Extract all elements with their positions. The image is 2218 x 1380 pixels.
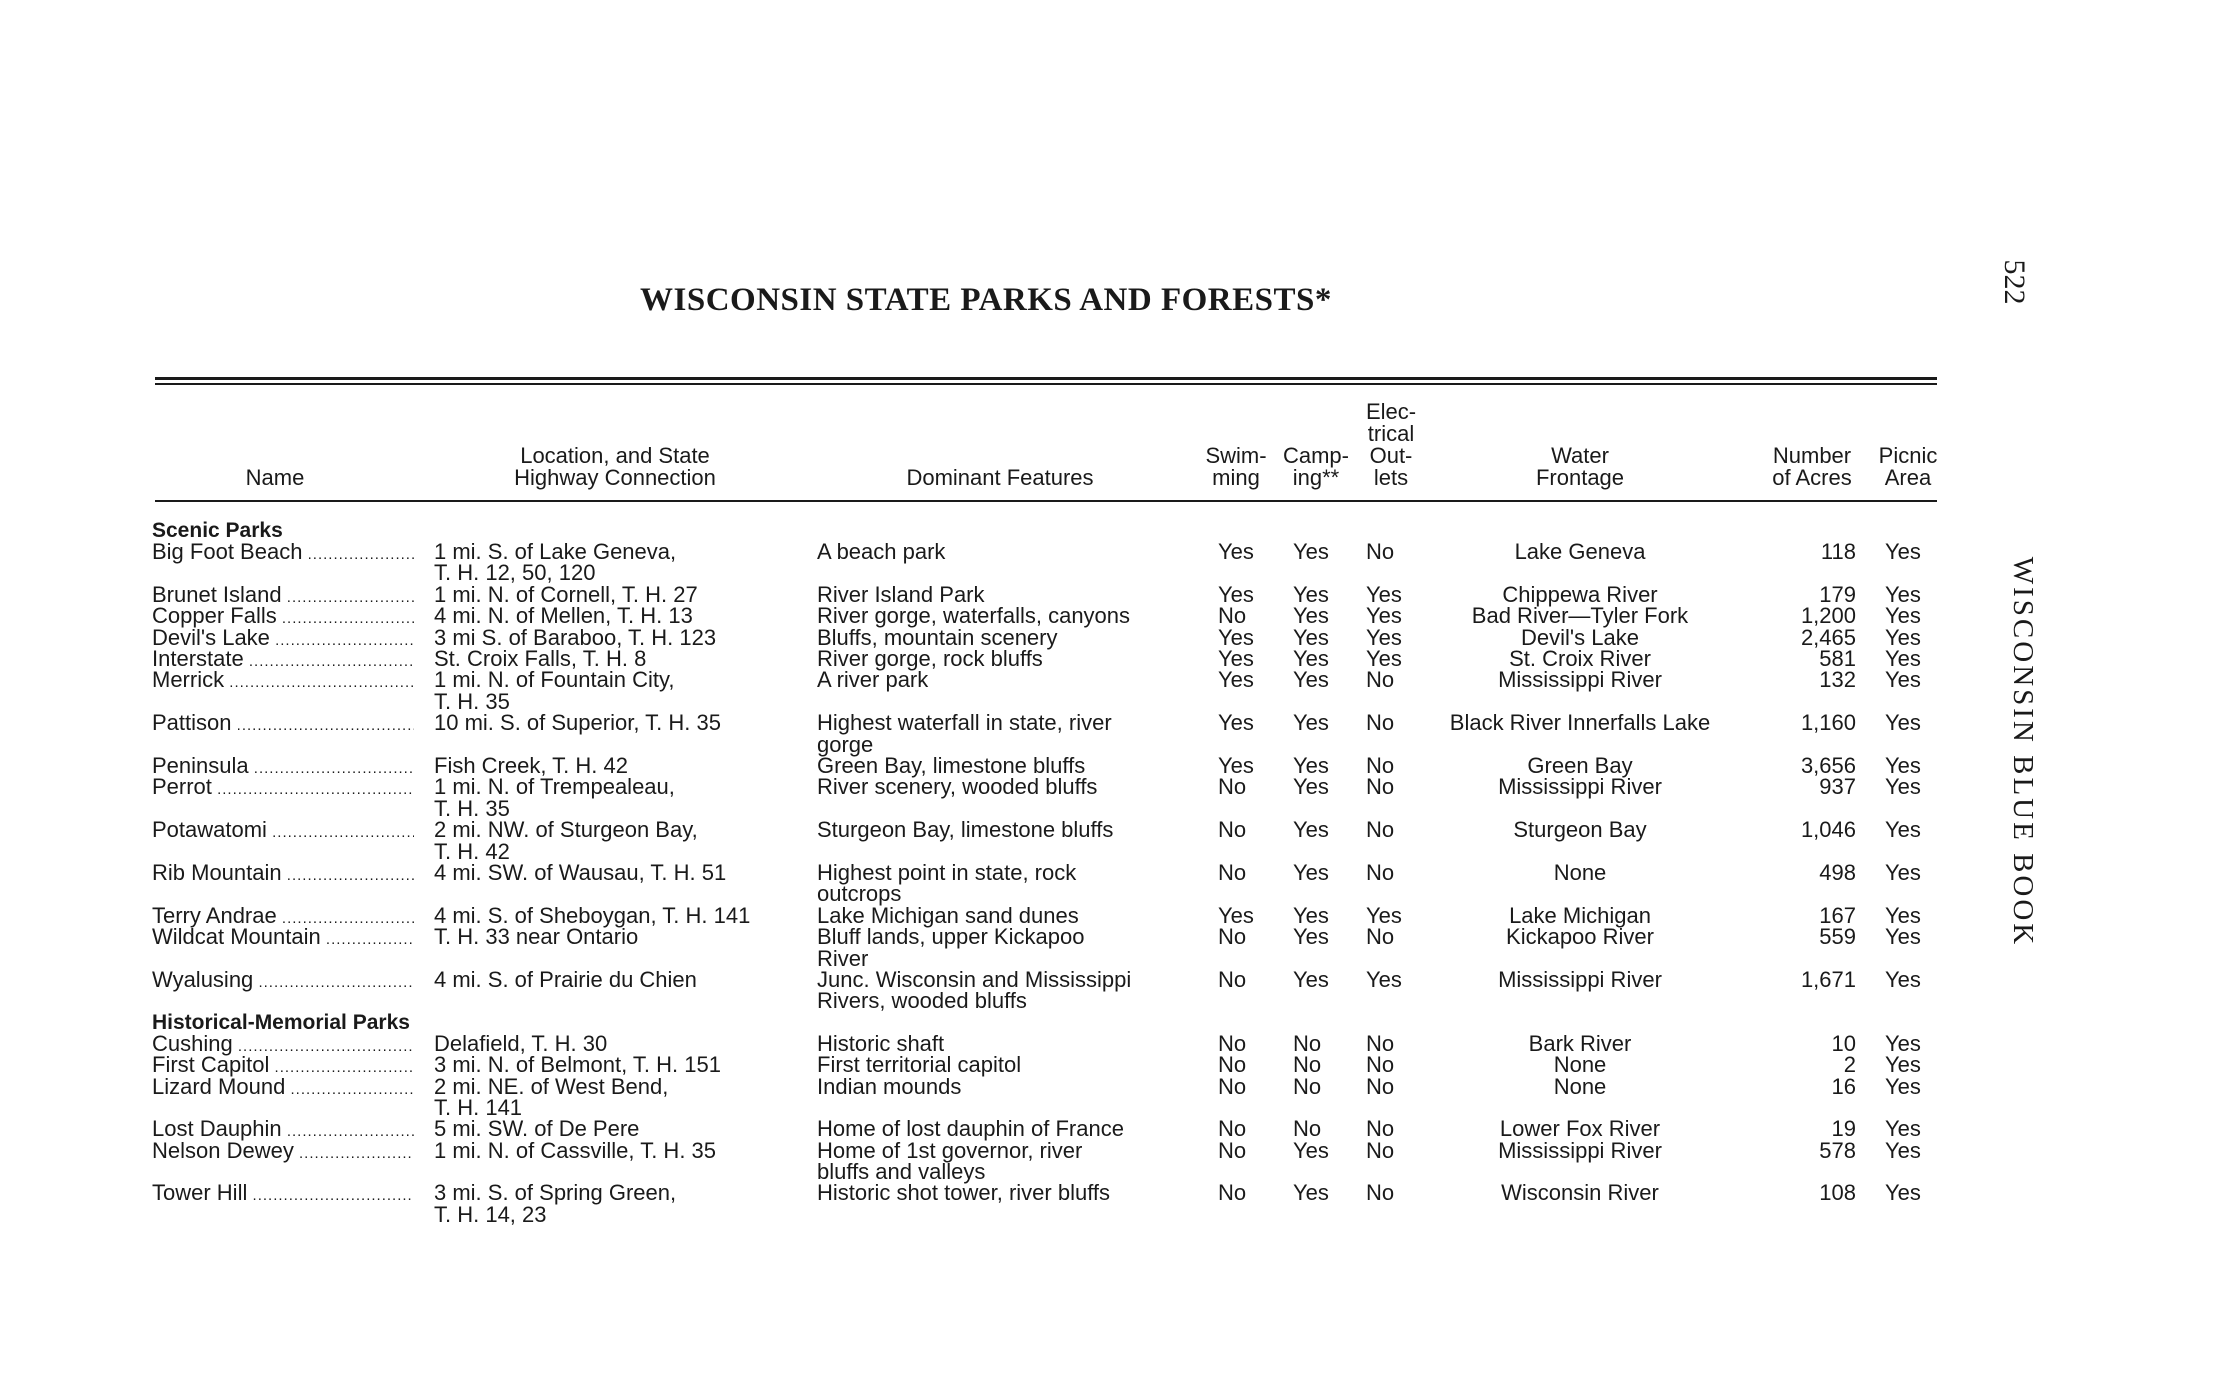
picnic-area-value: Yes: [1885, 624, 1921, 650]
electrical-outlets-value: No: [1366, 924, 1395, 950]
header-electrical-line: Elec-: [1365, 399, 1417, 424]
park-features-line: River Island Park: [817, 581, 985, 607]
acres-value: 1,200: [1800, 603, 1856, 629]
park-features-line: A river park: [817, 667, 929, 693]
acres-value: 581: [1819, 645, 1856, 671]
park-location: [434, 924, 804, 950]
section-title: Historical-Memorial Parks: [152, 1010, 410, 1034]
park-features: [817, 624, 1195, 650]
park-name: First Capitol .....: [152, 1054, 414, 1078]
camping-value: Yes: [1293, 859, 1329, 885]
park-features: [817, 1073, 1195, 1099]
park-features-line: Bluff lands, upper Kickapoo: [817, 924, 1085, 950]
water-frontage-value: Green Bay: [1527, 752, 1633, 778]
park-location: [434, 541, 804, 584]
park-name: Cushing .....: [152, 1033, 414, 1057]
park-features: [817, 926, 1195, 969]
acres-value: 3,656: [1800, 752, 1856, 778]
table-row: [0, 752, 2218, 778]
park-location-line: T. H. 42: [434, 838, 510, 864]
park-location-line: T. H. 33 near Ontario: [434, 924, 639, 950]
swimming-value: No: [1218, 817, 1247, 843]
park-name: Tower Hill .....: [152, 1182, 414, 1206]
water-frontage-value: Bad River—Tyler Fork: [1471, 603, 1689, 629]
park-name: Merrick .....: [152, 669, 414, 693]
table-row: [0, 581, 2218, 607]
swimming-value: Yes: [1218, 645, 1254, 671]
picnic-area-value: Yes: [1885, 1180, 1921, 1206]
electrical-outlets-value: Yes: [1366, 902, 1402, 928]
table-row: [0, 776, 2218, 819]
park-name: Peninsula .....: [152, 755, 414, 779]
picnic-area-value: Yes: [1885, 752, 1921, 778]
park-features: [817, 581, 1195, 607]
electrical-outlets-value: No: [1366, 1180, 1395, 1206]
park-features: [817, 667, 1195, 693]
park-features-line: Junc. Wisconsin and Mississippi: [817, 966, 1132, 992]
swimming-value: No: [1218, 774, 1247, 800]
swimming-value: No: [1218, 1073, 1247, 1099]
park-features-line: Home of 1st governor, river: [817, 1137, 1083, 1163]
camping-value: Yes: [1293, 603, 1329, 629]
park-features: [817, 603, 1195, 629]
picnic-area-value: Yes: [1885, 710, 1921, 736]
park-features-line: Indian mounds: [817, 1073, 962, 1099]
swimming-value: No: [1218, 1030, 1247, 1056]
camping-value: No: [1293, 1030, 1322, 1056]
park-location-line: 2 mi. NW. of Sturgeon Bay,: [434, 817, 698, 843]
park-name: Brunet Island .....: [152, 584, 414, 608]
electrical-outlets-value: Yes: [1366, 581, 1402, 607]
acres-value: 167: [1819, 902, 1856, 928]
park-location: [434, 1073, 804, 1120]
header-electrical-line: lets: [1373, 465, 1409, 490]
swimming-value: No: [1218, 1137, 1247, 1163]
park-location: [434, 1030, 804, 1056]
camping-value: No: [1293, 1073, 1322, 1099]
electrical-outlets-value: No: [1366, 1073, 1395, 1099]
park-features-line: First territorial capitol: [817, 1052, 1022, 1078]
water-frontage-value: Wisconsin River: [1501, 1180, 1659, 1206]
park-features-line: Rivers, wooded bluffs: [817, 988, 1027, 1014]
park-location: [434, 1182, 804, 1225]
camping-value: Yes: [1293, 624, 1329, 650]
park-location: [434, 1137, 804, 1163]
header-water-line: Frontage: [1535, 465, 1625, 490]
park-location-line: T. H. 14, 23: [434, 1201, 547, 1227]
header-rule: [155, 500, 1937, 502]
park-location-line: St. Croix Falls, T. H. 8: [434, 645, 647, 671]
electrical-outlets-value: No: [1366, 859, 1395, 885]
water-frontage-value: Devil's Lake: [1521, 624, 1639, 650]
park-features-line: River gorge, waterfalls, canyons: [817, 603, 1131, 629]
header-features: [860, 467, 1140, 489]
park-name: Pattison .....: [152, 712, 414, 736]
camping-value: Yes: [1293, 902, 1329, 928]
header-camping: [1276, 445, 1356, 489]
park-features-line: Lake Michigan sand dunes: [817, 902, 1079, 928]
water-frontage-value: St. Croix River: [1509, 645, 1651, 671]
park-features: [817, 902, 1195, 928]
park-name: Rib Mountain .....: [152, 862, 414, 886]
park-name: Interstate .....: [152, 648, 414, 672]
table-row: [0, 819, 2218, 862]
acres-value: 937: [1819, 774, 1856, 800]
water-frontage-value: Sturgeon Bay: [1513, 817, 1647, 843]
table-row: [0, 669, 2218, 712]
header-water-line: Water: [1551, 443, 1609, 468]
swimming-value: No: [1218, 859, 1247, 885]
park-location: [434, 645, 804, 671]
park-features: [817, 1052, 1195, 1078]
park-features-line: outcrops: [817, 881, 902, 907]
park-location-line: T. H. 12, 50, 120: [434, 560, 596, 586]
swimming-value: No: [1218, 1052, 1247, 1078]
park-features-line: gorge: [817, 731, 874, 757]
water-frontage-value: Mississippi River: [1498, 1137, 1662, 1163]
park-name: Wyalusing .....: [152, 969, 414, 993]
camping-value: Yes: [1293, 667, 1329, 693]
camping-value: No: [1293, 1116, 1322, 1142]
park-features-line: River: [817, 945, 869, 971]
park-location: [434, 966, 804, 992]
acres-value: 498: [1819, 859, 1856, 885]
park-features: [817, 859, 1195, 907]
park-name: Devil's Lake .....: [152, 627, 414, 651]
water-frontage-value: Mississippi River: [1498, 966, 1662, 992]
electrical-outlets-value: Yes: [1366, 645, 1402, 671]
park-location-line: Delafield, T. H. 30: [434, 1030, 608, 1056]
camping-value: Yes: [1293, 1137, 1329, 1163]
park-location: [434, 859, 804, 885]
park-location-line: 1 mi. S. of Lake Geneva,: [434, 539, 677, 564]
table-row: [0, 541, 2218, 584]
acres-value: 1,671: [1800, 966, 1856, 992]
electrical-outlets-value: No: [1366, 667, 1395, 693]
park-location-line: 5 mi. SW. of De Pere: [434, 1116, 640, 1142]
table-row: [0, 1116, 2218, 1142]
park-features-line: River gorge, rock bluffs: [817, 645, 1043, 671]
header-swimming: [1196, 445, 1276, 489]
picnic-area-value: Yes: [1885, 902, 1921, 928]
water-frontage-value: None: [1553, 1052, 1607, 1078]
park-location-line: 4 mi. S. of Sheboygan, T. H. 141: [434, 902, 751, 928]
swimming-value: Yes: [1218, 624, 1254, 650]
park-location: [434, 902, 804, 928]
table-row: [0, 624, 2218, 650]
electrical-outlets-value: No: [1366, 1052, 1395, 1078]
header-camping-line: ing**: [1292, 465, 1340, 490]
park-location: [434, 603, 804, 629]
table-row: [0, 966, 2218, 1014]
park-features: [817, 541, 1195, 562]
header-picnic-line: Area: [1884, 465, 1932, 490]
park-location: [434, 1116, 804, 1142]
water-frontage-value: None: [1553, 1073, 1607, 1099]
picnic-area-value: Yes: [1885, 859, 1921, 885]
swimming-value: Yes: [1218, 752, 1254, 778]
park-name: Wildcat Mountain .....: [152, 926, 414, 950]
electrical-outlets-value: Yes: [1366, 966, 1402, 992]
header-swimming-line: Swim-: [1205, 443, 1267, 468]
picnic-area-value: Yes: [1885, 774, 1921, 800]
table-row: [0, 712, 2218, 755]
acres-value: 2,465: [1800, 624, 1856, 650]
header-camping-line: Camp-: [1282, 443, 1349, 468]
picnic-area-value: Yes: [1885, 1073, 1921, 1099]
park-name: Nelson Dewey .....: [152, 1140, 414, 1164]
park-features: [817, 712, 1195, 755]
acres-value: 118: [1820, 539, 1856, 564]
park-location-line: 4 mi. N. of Mellen, T. H. 13: [434, 603, 693, 629]
swimming-value: No: [1218, 603, 1247, 629]
table-body: [0, 520, 2218, 1225]
park-name: Lost Dauphin .....: [152, 1118, 414, 1142]
acres-value: 19: [1831, 1116, 1856, 1142]
camping-value: No: [1293, 1052, 1322, 1078]
electrical-outlets-value: No: [1366, 752, 1395, 778]
header-acres-line: Number: [1772, 443, 1852, 468]
park-location-line: T. H. 35: [434, 688, 510, 714]
picnic-area-value: Yes: [1885, 1052, 1921, 1078]
park-location-line: 3 mi S. of Baraboo, T. H. 123: [434, 624, 717, 650]
header-picnic-line: Picnic: [1878, 443, 1938, 468]
electrical-outlets-value: No: [1366, 1137, 1395, 1163]
picnic-area-value: Yes: [1885, 539, 1921, 564]
park-features-line: Historic shaft: [817, 1030, 945, 1056]
park-name: Lizard Mound .....: [152, 1076, 414, 1100]
electrical-outlets-value: Yes: [1366, 603, 1402, 629]
park-location-line: 1 mi. N. of Cassville, T. H. 35: [434, 1137, 717, 1163]
park-location-line: 1 mi. N. of Cornell, T. H. 27: [434, 581, 698, 607]
park-location-line: T. H. 35: [434, 795, 510, 821]
header-location: [470, 445, 760, 489]
park-location: [434, 752, 804, 778]
water-frontage-value: Bark River: [1528, 1030, 1632, 1056]
header-electrical: [1356, 401, 1426, 489]
water-frontage-value: Lake Michigan: [1509, 902, 1651, 928]
park-features-line: Highest waterfall in state, river: [817, 710, 1112, 736]
swimming-value: No: [1218, 966, 1247, 992]
swimming-value: No: [1218, 924, 1247, 950]
running-head: WISCONSIN BLUE BOOK: [2007, 556, 2039, 948]
table-row: [0, 902, 2218, 928]
camping-value: Yes: [1293, 581, 1329, 607]
table-row: [0, 645, 2218, 671]
header-location-line: Highway Connection: [514, 465, 716, 490]
park-features-line: Sturgeon Bay, limestone bluffs: [817, 817, 1114, 843]
table-row: [0, 1052, 2218, 1078]
water-frontage-value: Black River Innerfalls Lake: [1449, 710, 1711, 736]
park-location-line: 3 mi. N. of Belmont, T. H. 151: [434, 1052, 721, 1078]
acres-value: 10: [1831, 1030, 1856, 1056]
table-row: [0, 859, 2218, 907]
table-row: [0, 603, 2218, 629]
park-location-line: Fish Creek, T. H. 42: [434, 752, 628, 778]
swimming-value: Yes: [1218, 710, 1254, 736]
swimming-value: No: [1218, 1180, 1247, 1206]
picnic-area-value: Yes: [1885, 817, 1921, 843]
park-location-line: 2 mi. NE. of West Bend,: [434, 1073, 669, 1099]
acres-value: 108: [1819, 1180, 1856, 1206]
park-location-line: 1 mi. N. of Fountain City,: [434, 667, 675, 693]
park-location: [434, 710, 804, 736]
camping-value: Yes: [1293, 710, 1329, 736]
header-acres-line: of Acres: [1772, 465, 1852, 490]
camping-value: Yes: [1293, 539, 1329, 564]
park-features-line: Highest point in state, rock: [817, 859, 1077, 885]
water-frontage-value: None: [1553, 859, 1607, 885]
park-features: [817, 1180, 1195, 1206]
park-name: Big Foot Beach .....: [152, 541, 414, 565]
table-row: [0, 1182, 2218, 1225]
electrical-outlets-value: No: [1366, 539, 1395, 564]
picnic-area-value: Yes: [1885, 603, 1921, 629]
park-name: Potawatomi .....: [152, 819, 414, 843]
header-picnic: [1868, 445, 1948, 489]
water-frontage-value: Mississippi River: [1498, 774, 1662, 800]
acres-value: 179: [1819, 581, 1856, 607]
acres-value: 1,160: [1800, 710, 1856, 736]
park-features: [817, 774, 1195, 800]
electrical-outlets-value: No: [1366, 774, 1395, 800]
camping-value: Yes: [1293, 774, 1329, 800]
park-features-line: Green Bay, limestone bluffs: [817, 752, 1086, 778]
water-frontage-value: Chippewa River: [1502, 581, 1658, 607]
park-location-line: 10 mi. S. of Superior, T. H. 35: [434, 710, 721, 736]
park-features: [817, 1030, 1195, 1056]
picnic-area-value: Yes: [1885, 1137, 1921, 1163]
table-row: [0, 1030, 2218, 1056]
picnic-area-value: Yes: [1885, 581, 1921, 607]
park-name: Perrot .....: [152, 776, 414, 800]
water-frontage-value: Lower Fox River: [1499, 1116, 1661, 1142]
park-features: [817, 1137, 1195, 1185]
table-row: [0, 926, 2218, 969]
camping-value: Yes: [1293, 1180, 1329, 1206]
camping-value: Yes: [1293, 924, 1329, 950]
park-features-line: bluffs and valleys: [817, 1159, 986, 1185]
picnic-area-value: Yes: [1885, 645, 1921, 671]
park-features: [817, 1116, 1195, 1142]
water-frontage-value: Kickapoo River: [1506, 924, 1654, 950]
table-row: [0, 1137, 2218, 1185]
picnic-area-value: Yes: [1885, 1030, 1921, 1056]
park-features-line: A beach park: [817, 539, 946, 564]
electrical-outlets-value: Yes: [1366, 624, 1402, 650]
header-water: [1480, 445, 1680, 489]
acres-value: 16: [1831, 1073, 1856, 1099]
park-location-line: 4 mi. SW. of Wausau, T. H. 51: [434, 859, 727, 885]
park-features-line: Home of lost dauphin of France: [817, 1116, 1124, 1142]
section-title: Scenic Parks: [152, 519, 283, 542]
acres-value: 132: [1819, 667, 1856, 693]
park-location-line: T. H. 141: [434, 1094, 523, 1120]
park-features: [817, 645, 1195, 671]
park-location-line: 4 mi. S. of Prairie du Chien: [434, 966, 697, 992]
park-features-line: River scenery, wooded bluffs: [817, 774, 1098, 800]
park-name: Terry Andrae .....: [152, 905, 414, 929]
park-name: Copper Falls .....: [152, 605, 414, 629]
swimming-value: Yes: [1218, 581, 1254, 607]
camping-value: Yes: [1293, 966, 1329, 992]
page-title: WISCONSIN STATE PARKS AND FORESTS*: [640, 282, 1332, 318]
camping-value: Yes: [1293, 645, 1329, 671]
park-location: [434, 581, 804, 607]
electrical-outlets-value: No: [1366, 1030, 1395, 1056]
park-location-line: 1 mi. N. of Trempealeau,: [434, 774, 675, 800]
park-location: [434, 1052, 804, 1078]
header-acres: [1757, 445, 1867, 489]
picnic-area-value: Yes: [1885, 966, 1921, 992]
park-features: [817, 966, 1195, 1014]
swimming-value: Yes: [1218, 667, 1254, 693]
header-swimming-line: ming: [1212, 465, 1260, 490]
electrical-outlets-value: No: [1366, 817, 1395, 843]
header-features-text: Dominant Features: [906, 465, 1094, 490]
header-name: [200, 467, 350, 489]
acres-value: 559: [1819, 924, 1856, 950]
table-header: [0, 0, 2218, 500]
electrical-outlets-value: No: [1366, 1116, 1395, 1142]
picnic-area-value: Yes: [1885, 924, 1921, 950]
electrical-outlets-value: No: [1366, 710, 1395, 736]
park-location: [434, 819, 804, 862]
swimming-value: No: [1218, 1116, 1247, 1142]
header-name-text: Name: [245, 465, 305, 490]
park-features-line: Bluffs, mountain scenery: [817, 624, 1058, 650]
swimming-value: Yes: [1218, 902, 1254, 928]
header-electrical-line: trical: [1367, 421, 1415, 446]
park-features: [817, 817, 1195, 843]
header-location-line: Location, and State: [520, 443, 710, 468]
page-number: 522: [1998, 259, 2031, 305]
acres-value: 578: [1819, 1137, 1856, 1163]
park-location: [434, 624, 804, 650]
camping-value: Yes: [1293, 817, 1329, 843]
park-location-line: 3 mi. S. of Spring Green,: [434, 1180, 677, 1206]
acres-value: 2: [1843, 1052, 1856, 1078]
park-location: [434, 669, 804, 712]
park-features-line: Historic shot tower, river bluffs: [817, 1180, 1111, 1206]
acres-value: 1,046: [1800, 817, 1856, 843]
water-frontage-value: Lake Geneva: [1514, 539, 1646, 564]
picnic-area-value: Yes: [1885, 667, 1921, 693]
park-features: [817, 752, 1195, 778]
swimming-value: Yes: [1218, 539, 1254, 564]
camping-value: Yes: [1293, 752, 1329, 778]
table-row: [0, 1073, 2218, 1120]
header-electrical-line: Out-: [1369, 443, 1413, 468]
water-frontage-value: Mississippi River: [1498, 667, 1662, 693]
park-location: [434, 776, 804, 819]
picnic-area-value: Yes: [1885, 1116, 1921, 1142]
